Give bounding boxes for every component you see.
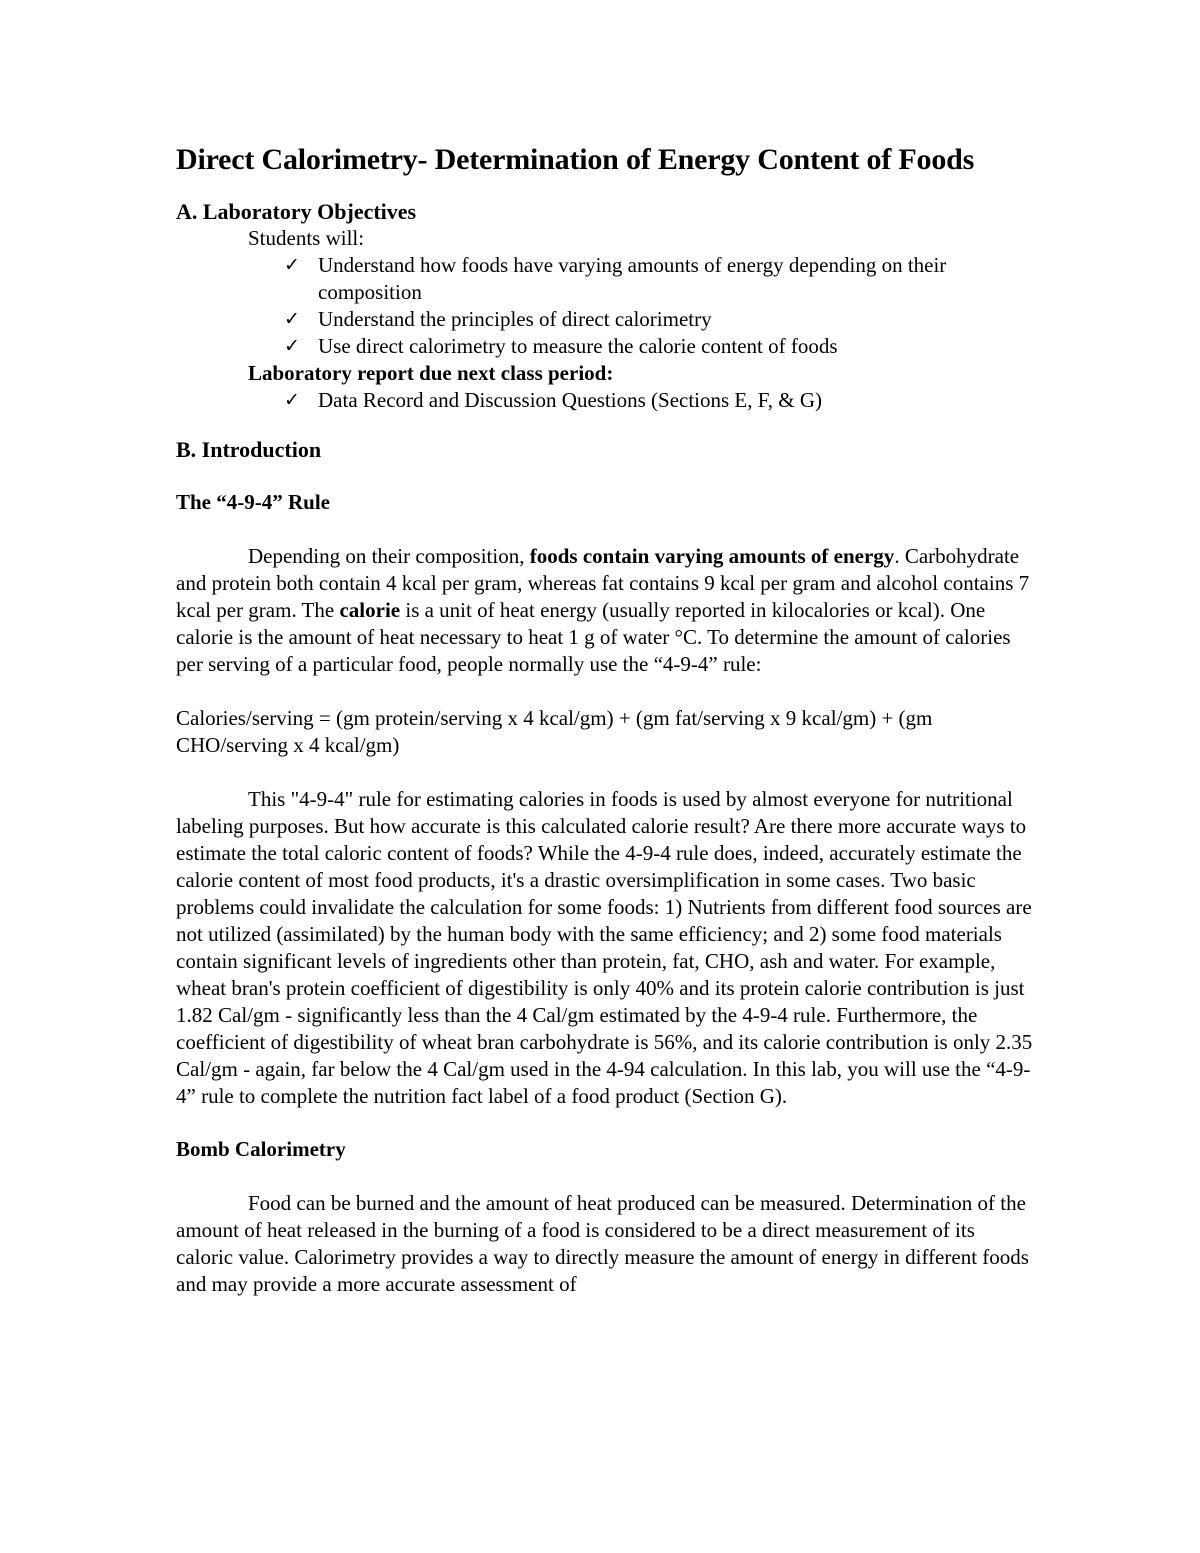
rule-subheading: The “4-9-4” Rule: [176, 490, 330, 514]
checkmark-icon: ✓: [284, 254, 300, 276]
paragraph-text: Depending on their composition,: [248, 544, 530, 568]
objective-text: Understand how foods have varying amounts of energy depending on their composition: [318, 253, 947, 304]
paragraph-text: . Carbohydrate and protein both contain 4 kcal per gram, whereas fat contains 9 kcal per gram and alcohol contains 7 kcal per gram. The: [176, 544, 1030, 622]
paragraph-text: is a unit of heat energy (usually reported in kilocalories or kcal). One calorie is the amount of heat necessary to heat 1 g of water °C. To determine the amount of calories per serving of a particular food, people normally use the “4-9-4” rule:: [176, 598, 1011, 676]
emphasis-text: foods contain varying amounts of energy: [529, 544, 895, 568]
document-title: Direct Calorimetry- Determination of Energy Content of Foods: [176, 143, 975, 176]
objective-text: Understand the principles of direct calorimetry: [318, 307, 712, 331]
list-item: [284, 252, 1036, 306]
report-item-text: Data Record and Discussion Questions (Sections E, F, & G): [318, 388, 822, 412]
checkmark-icon: ✓: [284, 389, 300, 411]
section-b-heading: B. Introduction: [176, 437, 322, 462]
objective-text: Use direct calorimetry to measure the calorie content of foods: [318, 334, 838, 358]
paragraph-composition: [176, 543, 1036, 678]
list-item: [284, 387, 1036, 414]
list-item: [284, 333, 1036, 360]
document-page: [176, 140, 1036, 1298]
objectives-block: [176, 225, 1036, 414]
section-a-heading: A. Laboratory Objectives: [176, 199, 417, 224]
paragraph-bomb-calorimetry: Food can be burned and the amount of heat produced can be measured. Determination of the amount of heat released in the burning of a food is considered to be a direct measurement of its caloric value. Calorimetry provides a way to directly measure the amount of energy in different foods and may provide a more accurate assessment of: [176, 1191, 1029, 1296]
paragraph-rule-accuracy: This "4-9-4" rule for estimating calories in foods is used by almost everyone for nutritional labeling purposes. But how accurate is this calculated calorie result? Are there more accurate ways to estimate the total caloric content of foods? While the 4-9-4 rule does, indeed, accurately estimate the calorie content of most food products, it's a drastic oversimplification in some cases. Two basic problems could invalidate the calculation for some foods: 1) Nutrients from different food sources are not utilized (assimilated) by the human body with the same efficiency; and 2) some food materials contain significant levels of ingredients other than protein, fat, CHO, ash and water. For example, wheat bran's protein coefficient of digestibility is only 40% and its protein calorie contribution is just 1.82 Cal/gm - significantly less than the 4 Cal/gm estimated by the 4-9-4 rule. Furthermore, the coefficient of digestibility of wheat bran carbohydrate is 56%, and its calorie contribution is only 2.35 Cal/gm - again, far below the 4 Cal/gm used in the 4-94 calculation. In this lab, you will use the “4-9-4” rule to complete the nutrition fact label of a food product (Section G).: [176, 787, 1033, 1108]
objectives-list: [248, 252, 1036, 360]
list-item: [284, 306, 1036, 333]
checkmark-icon: ✓: [284, 308, 300, 330]
calorie-formula: Calories/serving = (gm protein/serving x 4 kcal/gm) + (gm fat/serving x 9 kcal/gm) + (gm CHO/serving x 4 kcal/gm): [176, 706, 933, 757]
report-items-list: [248, 387, 1036, 414]
report-due-label: Laboratory report due next class period:: [248, 361, 614, 385]
checkmark-icon: ✓: [284, 335, 300, 357]
bomb-calorimetry-subheading: Bomb Calorimetry: [176, 1137, 346, 1161]
students-will-label: Students will:: [248, 226, 365, 250]
emphasis-text: calorie: [339, 598, 401, 622]
